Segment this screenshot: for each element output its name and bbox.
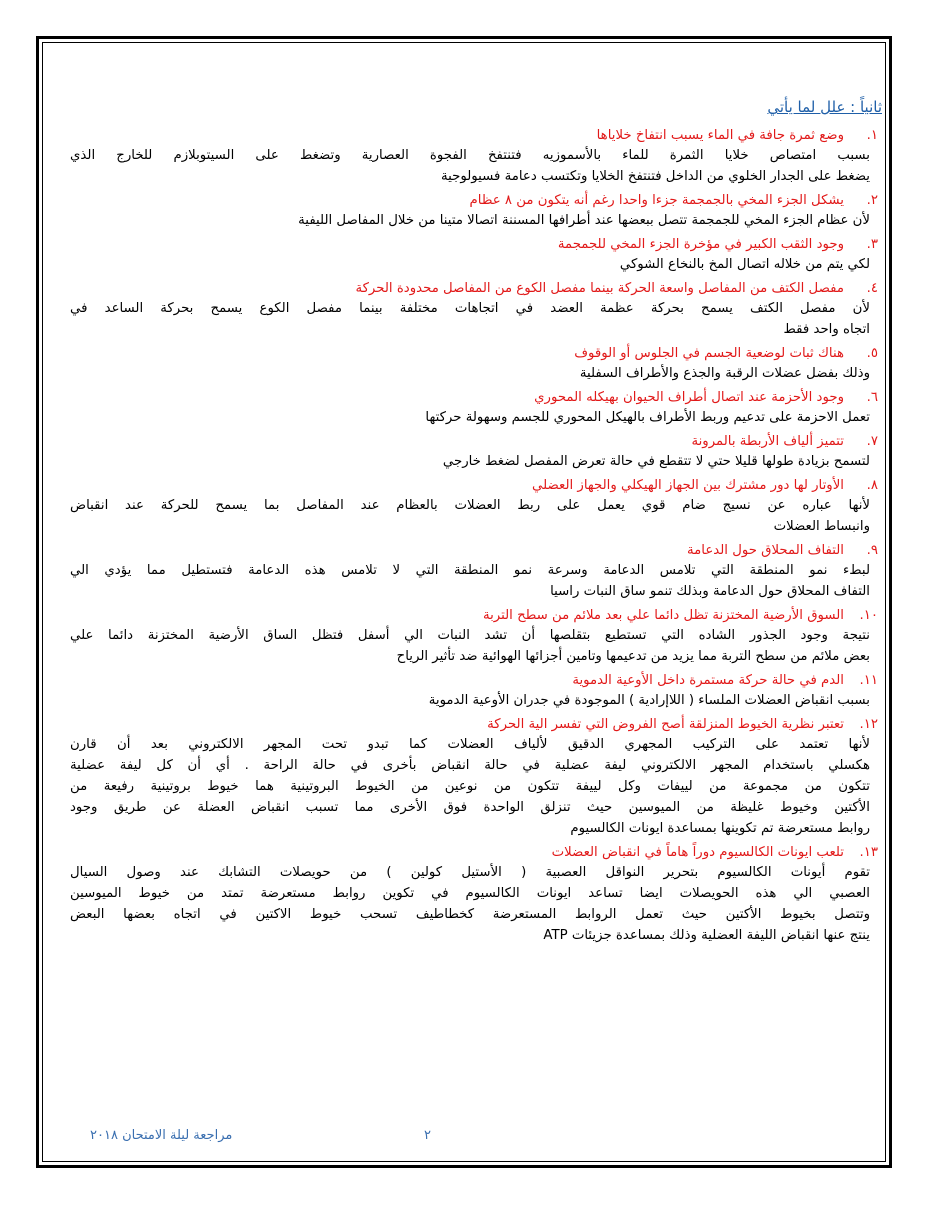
answer-line: بعض ملائم من سطح التربة مما يزيد من تدعيمها وتامين أجزائها الهوائية ضد تأثير الرياح xyxy=(396,649,870,664)
question-number: ١٢. xyxy=(859,717,878,732)
answer-line: لتسمح بزيادة طولها قليلا حتي لا تتقطع في حالة تعرض المفصل لضغط خارجي xyxy=(442,454,870,469)
question-text: التفاف المحلاق حول الدعامة xyxy=(687,543,844,558)
page-footer xyxy=(0,1128,935,1148)
question-text: مفصل الكتف من المفاصل واسعة الحركة بينما مفصل الكوع من المفاصل محدودة الحركة xyxy=(355,281,844,296)
question-number: ٩. xyxy=(866,543,878,558)
question-item xyxy=(70,344,882,363)
answer-line: لبطء نمو المنطقة التي تلامس الدعامة وسرعة نمو المنطقة التي لا تلامس هذه الدعامة فتستطيل مما يؤدي الي xyxy=(70,563,870,578)
question-number: ٨. xyxy=(866,478,878,493)
answer-block xyxy=(70,145,870,187)
answer-line: وذلك بفضل عضلات الرقبة والجذع والأطراف السفلية xyxy=(579,366,870,381)
question-number: ١٣. xyxy=(859,845,878,860)
answer-block xyxy=(70,254,870,275)
answer-line: نتيجة وجود الجذور الشاده التي تستطيع بتقلصها أن تشد النبات الي أسفل فتظل الساق الأرضية المختزنة دائما علي xyxy=(70,628,870,643)
question-item xyxy=(70,843,882,862)
answer-block xyxy=(70,210,870,231)
answer-line: لأن عظام الجزء المخي للجمجمة تتصل ببعضها عند أطرافها المسننة اتصالا متينا من خلال المفاصل الليفية xyxy=(298,213,870,228)
question-text: تتميز ألياف الأربطة بالمرونة xyxy=(691,434,844,449)
page-number: ٢ xyxy=(424,1128,431,1143)
answer-line: لأنها عباره عن نسيج ضام قوي يعمل على ربط العضلات بالعظام عند المفاصل بما يسمح للحركة عند انقباض xyxy=(70,498,870,513)
answer-block xyxy=(70,862,870,946)
answer-line: تقوم أيونات الكالسيوم بتحرير النواقل العصبية ( الأستيل كولين ) من حويصلات التشابك عند وصول السيال xyxy=(70,865,870,880)
question-item xyxy=(70,606,882,625)
answer-block xyxy=(70,451,870,472)
question-number: ٥. xyxy=(866,346,878,361)
answer-block xyxy=(70,495,870,537)
answer-block xyxy=(70,407,870,428)
question-text: وضع ثمرة جافة في الماء يسبب انتفاخ خلاياها xyxy=(596,128,844,143)
answer-line: لأنها تعتمد على التركيب المجهري الدقيق لألياف العضلات كما تبدو تحت المجهر الالكتروني بعد أن قارن xyxy=(70,737,870,752)
footer-title: مراجعة ليلة الامتحان ٢٠١٨ xyxy=(90,1128,233,1143)
answer-line: التفاف المحلاق حول الدعامة وبذلك تنمو ساق النبات راسيا xyxy=(550,584,870,599)
answer-block xyxy=(70,560,870,602)
question-item xyxy=(70,671,882,690)
question-number: ١. xyxy=(866,128,878,143)
answer-line: وتتصل بخيوط الأكتين حيث تعمل الروابط المستعرضة كخطاطيف تسحب خيوط الاكتين في اتجاه بعضها البعض xyxy=(70,907,870,922)
answer-line: وانبساط العضلات xyxy=(773,519,870,534)
question-item xyxy=(70,715,882,734)
question-text: وجود الثقب الكبير في مؤخرة الجزء المخي للجمجمة xyxy=(557,237,844,252)
question-text: الأوتار لها دور مشترك بين الجهاز الهيكلي والجهاز العضلي xyxy=(532,478,844,493)
answer-line: روابط مستعرضة تم تكوينها بمساعدة ايونات الكالسيوم xyxy=(570,821,870,836)
answer-line: العصبي الي هذه الحويصلات ايضا تساعد ايونات الكالسيوم في تكوين روابط مستعرضة تمتد من خيوط الميوسين xyxy=(70,886,870,901)
answer-line: هكسلي باستخدام المجهر الالكتروني ليفة عضلية في حالة انقباض بأخرى في حالة الراحة . أي أن كل ليفة عضلية xyxy=(70,758,870,773)
answer-line: اتجاه واحد فقط xyxy=(783,322,870,337)
question-number: ٢. xyxy=(866,193,878,208)
question-text: وجود الأحزمة عند اتصال أطراف الحيوان بهيكله المحوري xyxy=(534,390,844,405)
question-item xyxy=(70,432,882,451)
question-number: ٦. xyxy=(866,390,878,405)
answer-line: الأكتين وخيوط غليظة من الميوسين حيث تنزلق الواحدة فوق الأخرى مما تسبب انقباض العضلة عن طريق وجود xyxy=(70,800,870,815)
question-item xyxy=(70,191,882,210)
question-number: ٣. xyxy=(866,237,878,252)
answer-block xyxy=(70,690,870,711)
question-text: يشكل الجزء المخي بالجمجمة جزءا واحدا رغم أنه يتكون من ٨ عظام xyxy=(469,193,844,208)
answer-line: بسبب امتصاص خلايا الثمرة للماء بالأسموزيه فتنتفخ الفجوة العصارية وتضغط على السيتوبلازم للخارج الذي xyxy=(70,148,870,163)
question-item xyxy=(70,279,882,298)
answer-line: يضغط على الجدار الخلوي من الداخل فتنتفخ الخلايا وتكتسب دعامة فسيولوجية xyxy=(441,169,870,184)
answer-block xyxy=(70,734,870,839)
section-heading: ثانياً : علل لما يأتي xyxy=(767,98,882,116)
answer-line: لأن مفصل الكتف يسمح بحركة عظمة العضد في اتجاهات مختلفة بينما مفصل الكوع يسمح بحركة الساعد في xyxy=(70,301,870,316)
answer-block xyxy=(70,363,870,384)
question-text: السوق الأرضية المختزنة تظل دائما علي بعد ملائم من سطح التربة xyxy=(482,608,844,623)
questions-list xyxy=(70,126,882,946)
answer-line: ينتج عنها انقباض الليفة العضلية وذلك بمساعدة جزيئات ATP xyxy=(543,928,870,943)
question-number: ١١. xyxy=(859,673,878,688)
question-item xyxy=(70,235,882,254)
answer-block xyxy=(70,298,870,340)
answer-line: لكي يتم من خلاله اتصال المخ بالنخاع الشوكي xyxy=(619,257,870,272)
question-text: هناك ثبات لوضعية الجسم في الجلوس أو الوقوف xyxy=(574,346,844,361)
answer-line: تتكون من مجموعة من لييفات وكل لييفة تتكون من نوعين من الخيوط البروتينية هما خيوط بروتينية رفيعة من xyxy=(70,779,870,794)
answer-block xyxy=(70,625,870,667)
question-item xyxy=(70,388,882,407)
question-text: تعتبر نظرية الخيوط المنزلقة أصح الفروض التي تفسر الية الحركة xyxy=(487,717,844,732)
question-number: ٤. xyxy=(866,281,878,296)
question-number: ٧. xyxy=(866,434,878,449)
question-item xyxy=(70,476,882,495)
answer-line: تعمل الاحزمة على تدعيم وربط الأطراف بالهيكل المحوري للجسم وسهولة حركتها xyxy=(425,410,870,425)
answer-line: بسبب انقباض العضلات الملساء ( اللاإرادية ) الموجودة في جدران الأوعية الدموية xyxy=(428,693,870,708)
question-number: ١٠. xyxy=(859,608,878,623)
question-text: الدم في حالة حركة مستمرة داخل الأوعية الدموية xyxy=(572,673,844,688)
document-body xyxy=(70,92,882,946)
question-item xyxy=(70,541,882,560)
question-text: تلعب ايونات الكالسيوم دوراً هاماً في انقباض العضلات xyxy=(551,845,844,860)
question-item xyxy=(70,126,882,145)
